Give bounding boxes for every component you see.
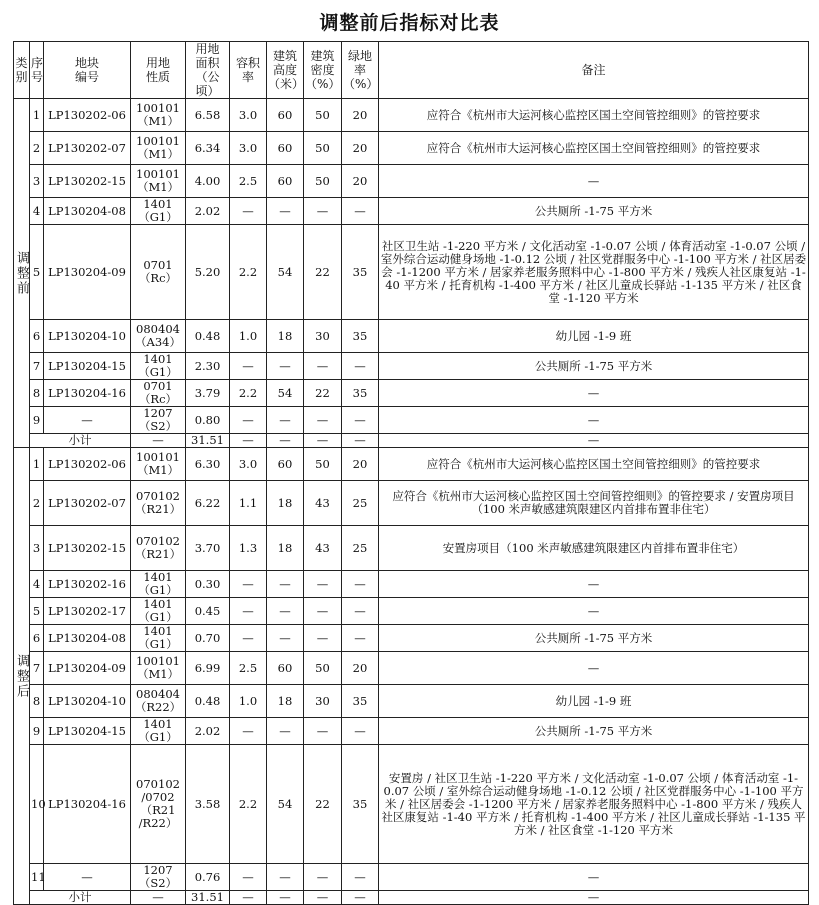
subtotal-remark: —	[379, 434, 809, 448]
plot-cell: —	[44, 407, 131, 434]
remark-cell: 社区卫生站 -1-220 平方米 / 文化活动室 -1-0.07 公顷 / 体育活动室 -1-0.07 公顷 / 室外综合运动健身场地 -1-0.12 公顷 / 社区党群服务中心 -1-100 平方米 / 社区居委会 -1-1200 平方米 / 居家养老服务照料中心 -1-800 平方米 / 残疾人社区康复站 -1-40 平方米 / 托育机构 -1-400 平方米 / 社区儿童成长驿站 -1-135 平方米 / 社区食堂 -1-120 平方米	[379, 225, 809, 320]
table-row	[14, 864, 809, 891]
header-height: 建筑 高度 （米）	[267, 42, 304, 99]
subtotal-green: —	[342, 434, 379, 448]
green-cell: 20	[342, 448, 379, 481]
table-row	[14, 745, 809, 864]
area-cell: 0.30	[186, 571, 230, 598]
no-cell: 2	[30, 132, 44, 165]
far-cell: —	[230, 571, 267, 598]
table-row	[14, 598, 809, 625]
remark-cell: 应符合《杭州市大运河核心监控区国土空间管控细则》的管控要求	[379, 132, 809, 165]
table-row	[14, 718, 809, 745]
far-cell: —	[230, 718, 267, 745]
plot-cell: LP130202-15	[44, 526, 131, 571]
area-cell: 0.45	[186, 598, 230, 625]
subtotal-density: —	[304, 434, 342, 448]
remark-cell: 应符合《杭州市大运河核心监控区国土空间管控细则》的管控要求	[379, 99, 809, 132]
remark-cell: 公共厕所 -1-75 平方米	[379, 353, 809, 380]
plot-cell: LP130204-16	[44, 380, 131, 407]
green-cell: 20	[342, 652, 379, 685]
plot-cell: LP130204-09	[44, 225, 131, 320]
far-cell: 2.2	[230, 380, 267, 407]
header-category: 类 别	[14, 42, 30, 99]
density-cell: —	[304, 198, 342, 225]
subtotal-row	[14, 891, 809, 905]
far-cell: 3.0	[230, 448, 267, 481]
no-cell: 3	[30, 526, 44, 571]
density-cell: 30	[304, 320, 342, 353]
green-cell: 35	[342, 380, 379, 407]
density-cell: —	[304, 353, 342, 380]
header-area: 用地 面积 （公顷）	[186, 42, 230, 99]
use-cell: 070102 （R21）	[131, 481, 186, 526]
use-cell: 080404 （R22）	[131, 685, 186, 718]
green-cell: —	[342, 718, 379, 745]
density-cell: —	[304, 625, 342, 652]
remark-cell: —	[379, 380, 809, 407]
group-label: 调整前	[14, 99, 30, 448]
remark-cell: 应符合《杭州市大运河核心监控区国土空间管控细则》的管控要求 / 安置房项目（100 米声敏感建筑限建区内首排布置非住宅）	[379, 481, 809, 526]
far-cell: —	[230, 198, 267, 225]
subtotal-area: 31.51	[186, 891, 230, 905]
subtotal-label: 小计	[30, 434, 131, 448]
header-no: 序 号	[30, 42, 44, 99]
area-cell: 6.30	[186, 448, 230, 481]
area-cell: 6.58	[186, 99, 230, 132]
height-cell: 18	[267, 320, 304, 353]
subtotal-use: —	[131, 434, 186, 448]
table-header	[14, 42, 809, 99]
subtotal-row	[14, 434, 809, 448]
remark-cell: 幼儿园 -1-9 班	[379, 320, 809, 353]
header-far: 容积 率	[230, 42, 267, 99]
plot-cell: LP130204-09	[44, 652, 131, 685]
area-cell: 0.48	[186, 320, 230, 353]
table-row	[14, 380, 809, 407]
green-cell: 35	[342, 320, 379, 353]
use-cell: 0701 （Rc）	[131, 225, 186, 320]
far-cell: —	[230, 407, 267, 434]
area-cell: 2.02	[186, 198, 230, 225]
remark-cell: 幼儿园 -1-9 班	[379, 685, 809, 718]
far-cell: —	[230, 864, 267, 891]
no-cell: 8	[30, 380, 44, 407]
height-cell: —	[267, 571, 304, 598]
green-cell: 20	[342, 132, 379, 165]
subtotal-green: —	[342, 891, 379, 905]
far-cell: 1.0	[230, 685, 267, 718]
area-cell: 2.02	[186, 718, 230, 745]
header-use: 用地 性质	[131, 42, 186, 99]
area-cell: 6.22	[186, 481, 230, 526]
green-cell: 35	[342, 685, 379, 718]
remark-cell: 应符合《杭州市大运河核心监控区国土空间管控细则》的管控要求	[379, 448, 809, 481]
height-cell: 60	[267, 132, 304, 165]
area-cell: 6.34	[186, 132, 230, 165]
green-cell: —	[342, 353, 379, 380]
plot-cell: LP130202-17	[44, 598, 131, 625]
table-row	[14, 571, 809, 598]
far-cell: 3.0	[230, 99, 267, 132]
use-cell: 100101 （M1）	[131, 448, 186, 481]
plot-cell: LP130202-06	[44, 99, 131, 132]
remark-cell: 安置房项目（100 米声敏感建筑限建区内首排布置非住宅）	[379, 526, 809, 571]
use-cell: 1401（G1）	[131, 353, 186, 380]
green-cell: 25	[342, 526, 379, 571]
height-cell: 60	[267, 448, 304, 481]
subtotal-far: —	[230, 891, 267, 905]
far-cell: —	[230, 353, 267, 380]
use-cell: 100101 （M1）	[131, 165, 186, 198]
density-cell: 50	[304, 99, 342, 132]
use-cell: 070102 /0702 （R21 /R22）	[131, 745, 186, 864]
use-cell: 1207（S2）	[131, 407, 186, 434]
use-cell: 1207（S2）	[131, 864, 186, 891]
height-cell: —	[267, 625, 304, 652]
far-cell: 2.5	[230, 652, 267, 685]
subtotal-remark: —	[379, 891, 809, 905]
no-cell: 10	[30, 745, 44, 864]
group-label: 调整后	[14, 448, 30, 905]
use-cell: 070102 （R21）	[131, 526, 186, 571]
no-cell: 4	[30, 198, 44, 225]
comparison-table	[13, 41, 809, 905]
area-cell: 6.99	[186, 652, 230, 685]
no-cell: 5	[30, 225, 44, 320]
density-cell: 22	[304, 225, 342, 320]
remark-cell: —	[379, 652, 809, 685]
density-cell: —	[304, 407, 342, 434]
table-row	[14, 625, 809, 652]
remark-cell: 公共厕所 -1-75 平方米	[379, 625, 809, 652]
table-body	[14, 99, 809, 905]
height-cell: 18	[267, 481, 304, 526]
plot-cell: —	[44, 864, 131, 891]
height-cell: 54	[267, 380, 304, 407]
table-row	[14, 685, 809, 718]
area-cell: 3.58	[186, 745, 230, 864]
green-cell: —	[342, 864, 379, 891]
far-cell: —	[230, 598, 267, 625]
use-cell: 100101 （M1）	[131, 99, 186, 132]
remark-cell: —	[379, 165, 809, 198]
density-cell: 50	[304, 448, 342, 481]
density-cell: 50	[304, 165, 342, 198]
table-row	[14, 165, 809, 198]
use-cell: 100101 （M1）	[131, 652, 186, 685]
plot-cell: LP130204-10	[44, 685, 131, 718]
no-cell: 1	[30, 448, 44, 481]
green-cell: —	[342, 407, 379, 434]
green-cell: 35	[342, 225, 379, 320]
density-cell: 43	[304, 526, 342, 571]
use-cell: 1401（G1）	[131, 625, 186, 652]
plot-cell: LP130204-16	[44, 745, 131, 864]
header-green: 绿地 率 （%）	[342, 42, 379, 99]
no-cell: 11	[30, 864, 44, 891]
remark-cell: 公共厕所 -1-75 平方米	[379, 718, 809, 745]
area-cell: 5.20	[186, 225, 230, 320]
remark-cell: 公共厕所 -1-75 平方米	[379, 198, 809, 225]
area-cell: 3.70	[186, 526, 230, 571]
use-cell: 0701（Rc）	[131, 380, 186, 407]
table-row	[14, 448, 809, 481]
far-cell: 1.1	[230, 481, 267, 526]
subtotal-label: 小计	[30, 891, 131, 905]
green-cell: —	[342, 571, 379, 598]
table-row	[14, 652, 809, 685]
density-cell: 50	[304, 652, 342, 685]
height-cell: 60	[267, 99, 304, 132]
header-density: 建筑 密度 （%）	[304, 42, 342, 99]
density-cell: —	[304, 598, 342, 625]
density-cell: 30	[304, 685, 342, 718]
page-title: 调整前后指标对比表	[319, 12, 500, 34]
plot-cell: LP130204-15	[44, 353, 131, 380]
no-cell: 1	[30, 99, 44, 132]
height-cell: —	[267, 718, 304, 745]
far-cell: —	[230, 625, 267, 652]
table-row	[14, 132, 809, 165]
green-cell: —	[342, 625, 379, 652]
far-cell: 3.0	[230, 132, 267, 165]
area-cell: 4.00	[186, 165, 230, 198]
remark-cell: —	[379, 598, 809, 625]
area-cell: 0.48	[186, 685, 230, 718]
subtotal-density: —	[304, 891, 342, 905]
no-cell: 5	[30, 598, 44, 625]
subtotal-height: —	[267, 434, 304, 448]
subtotal-area: 31.51	[186, 434, 230, 448]
no-cell: 4	[30, 571, 44, 598]
area-cell: 0.76	[186, 864, 230, 891]
green-cell: 20	[342, 99, 379, 132]
green-cell: 35	[342, 745, 379, 864]
height-cell: —	[267, 353, 304, 380]
far-cell: 1.0	[230, 320, 267, 353]
plot-cell: LP130202-16	[44, 571, 131, 598]
density-cell: 22	[304, 380, 342, 407]
plot-cell: LP130202-07	[44, 132, 131, 165]
subtotal-height: —	[267, 891, 304, 905]
no-cell: 6	[30, 625, 44, 652]
area-cell: 2.30	[186, 353, 230, 380]
area-cell: 0.70	[186, 625, 230, 652]
use-cell: 1401（G1）	[131, 598, 186, 625]
far-cell: 2.2	[230, 225, 267, 320]
height-cell: —	[267, 864, 304, 891]
density-cell: —	[304, 718, 342, 745]
use-cell: 080404 （A34）	[131, 320, 186, 353]
no-cell: 9	[30, 407, 44, 434]
density-cell: —	[304, 864, 342, 891]
density-cell: 22	[304, 745, 342, 864]
header-remark: 备注	[379, 42, 809, 99]
no-cell: 8	[30, 685, 44, 718]
far-cell: 2.5	[230, 165, 267, 198]
plot-cell: LP130204-08	[44, 625, 131, 652]
height-cell: 60	[267, 652, 304, 685]
no-cell: 6	[30, 320, 44, 353]
table-row	[14, 198, 809, 225]
plot-cell: LP130204-15	[44, 718, 131, 745]
remark-cell: —	[379, 407, 809, 434]
green-cell: —	[342, 198, 379, 225]
use-cell: 1401（G1）	[131, 571, 186, 598]
table-row	[14, 99, 809, 132]
area-cell: 3.79	[186, 380, 230, 407]
height-cell: 54	[267, 225, 304, 320]
header-plot: 地块 编号	[44, 42, 131, 99]
no-cell: 2	[30, 481, 44, 526]
height-cell: 54	[267, 745, 304, 864]
height-cell: 60	[267, 165, 304, 198]
remark-cell: —	[379, 571, 809, 598]
green-cell: —	[342, 598, 379, 625]
subtotal-use: —	[131, 891, 186, 905]
table-row	[14, 353, 809, 380]
far-cell: 1.3	[230, 526, 267, 571]
area-cell: 0.80	[186, 407, 230, 434]
height-cell: 18	[267, 526, 304, 571]
plot-cell: LP130202-15	[44, 165, 131, 198]
remark-cell: —	[379, 864, 809, 891]
density-cell: —	[304, 571, 342, 598]
table-row	[14, 526, 809, 571]
density-cell: 43	[304, 481, 342, 526]
remark-cell: 安置房 / 社区卫生站 -1-220 平方米 / 文化活动室 -1-0.07 公顷 / 体育活动室 -1-0.07 公顷 / 室外综合运动健身场地 -1-0.12 公顷 / 社区党群服务中心 -1-100 平方米 / 社区居委会 -1-1200 平方米 / 居家养老服务照料中心 -1-800 平方米 / 残疾人社区康复站 -1-40 平方米 / 托育机构 -1-400 平方米 / 社区儿童成长驿站 -1-135 平方米 / 社区食堂 -1-120 平方米	[379, 745, 809, 864]
plot-cell: LP130202-06	[44, 448, 131, 481]
table-row	[14, 407, 809, 434]
plot-cell: LP130202-07	[44, 481, 131, 526]
table-row	[14, 320, 809, 353]
no-cell: 7	[30, 652, 44, 685]
table-row	[14, 225, 809, 320]
no-cell: 3	[30, 165, 44, 198]
use-cell: 1401（G1）	[131, 198, 186, 225]
plot-cell: LP130204-08	[44, 198, 131, 225]
density-cell: 50	[304, 132, 342, 165]
use-cell: 1401（G1）	[131, 718, 186, 745]
no-cell: 7	[30, 353, 44, 380]
height-cell: —	[267, 198, 304, 225]
plot-cell: LP130204-10	[44, 320, 131, 353]
far-cell: 2.2	[230, 745, 267, 864]
no-cell: 9	[30, 718, 44, 745]
green-cell: 20	[342, 165, 379, 198]
height-cell: —	[267, 407, 304, 434]
height-cell: 18	[267, 685, 304, 718]
use-cell: 100101 （M1）	[131, 132, 186, 165]
green-cell: 25	[342, 481, 379, 526]
table-row	[14, 481, 809, 526]
subtotal-far: —	[230, 434, 267, 448]
height-cell: —	[267, 598, 304, 625]
